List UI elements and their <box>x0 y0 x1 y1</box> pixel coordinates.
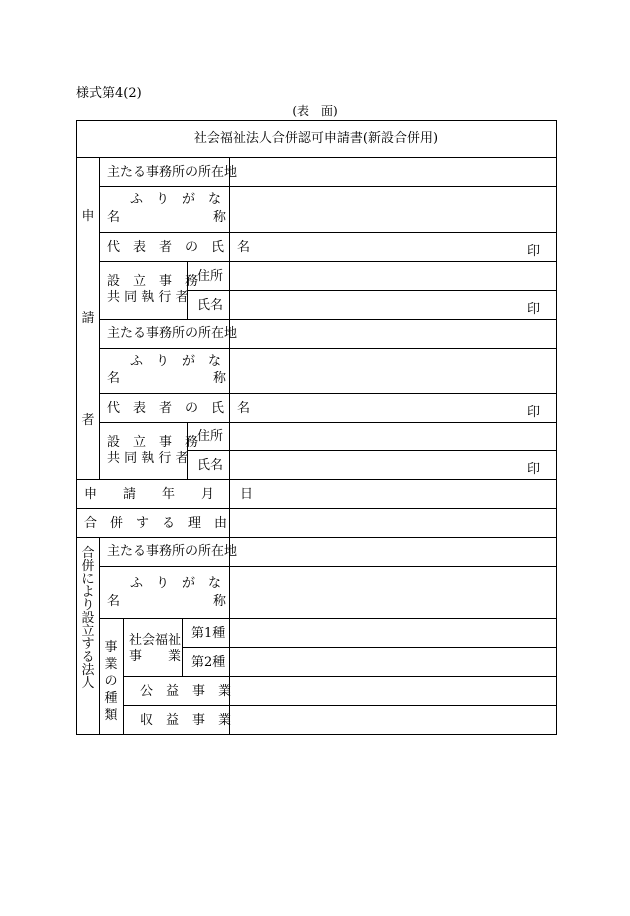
person-name-label: 氏名 <box>197 458 224 473</box>
rule-m3 <box>182 647 557 648</box>
name-label-right: 称 <box>213 210 227 225</box>
rule-a6 <box>99 348 557 349</box>
public-interest-label: 公 益 事 業 <box>140 684 232 699</box>
merge-entity-label: 合 併 に よ り 設 立 す る 法 人 <box>81 546 95 691</box>
rule-a8 <box>99 422 557 423</box>
rule-applicant-end <box>76 479 557 480</box>
furigana-label: ふ り が な <box>130 576 222 591</box>
form-number: 様式第4(2) <box>76 86 142 101</box>
col-applicant <box>99 157 100 479</box>
rule-a7 <box>99 393 557 394</box>
name-label-right: 称 <box>213 371 227 386</box>
seal-mark: 印 <box>527 462 541 477</box>
joint-executor-label-1: 設 立 事 務 <box>107 435 199 450</box>
applicant-label-3: 者 <box>81 413 95 428</box>
rule-a5 <box>99 319 557 320</box>
border-top <box>76 120 557 121</box>
joint-executor-label-2: 共 同 執 行 者 <box>107 451 189 466</box>
social-welfare-label-1: 社会福祉 <box>129 633 182 648</box>
border-left <box>76 120 77 735</box>
rule-m5 <box>123 705 557 706</box>
application-date-label: 申 請 年 月 日 <box>84 487 254 502</box>
joint-executor-label-1: 設 立 事 務 <box>107 274 199 289</box>
rule-date-end <box>76 508 557 509</box>
name-label-left: 名 <box>107 594 121 609</box>
side-label: (表 面) <box>292 104 338 118</box>
name-label-left: 名 <box>107 210 121 225</box>
main-office-label: 主たる事務所の所在地 <box>107 326 238 341</box>
rule-a1 <box>99 186 557 187</box>
profit-business-label: 収 益 事 業 <box>140 713 232 728</box>
rule-m2 <box>99 618 557 619</box>
main-office-label: 主たる事務所の所在地 <box>107 165 238 180</box>
main-office-label: 主たる事務所の所在地 <box>107 544 238 559</box>
col-welfare <box>182 618 183 676</box>
furigana-label: ふ り が な <box>130 192 222 207</box>
furigana-label: ふ り が な <box>130 354 222 369</box>
representative-label: 代 表 者 の 氏 名 <box>107 401 251 416</box>
form-title: 社会福祉法人合併認可申請書(新設合併用) <box>193 131 439 146</box>
rule-a4 <box>187 290 557 291</box>
address-label: 住所 <box>197 429 224 444</box>
address-label: 住所 <box>197 269 224 284</box>
rule-a3 <box>99 261 557 262</box>
rule-reason-end <box>76 537 557 538</box>
social-welfare-label-2: 事 業 <box>129 649 182 664</box>
name-label-left: 名 <box>107 371 121 386</box>
application-form <box>76 120 557 735</box>
seal-mark: 印 <box>527 405 541 420</box>
merge-reason-label: 合 併 す る 理 由 <box>84 516 228 531</box>
joint-executor-label-2: 共 同 執 行 者 <box>107 290 189 305</box>
name-label-right: 称 <box>213 594 227 609</box>
border-bottom <box>76 734 557 735</box>
rule-a9 <box>187 450 557 451</box>
seal-mark: 印 <box>527 244 541 259</box>
col-business <box>123 618 124 734</box>
rule-m4 <box>123 676 557 677</box>
col-merge <box>99 537 100 734</box>
business-type-label: 事 業 の 種 類 <box>104 640 118 723</box>
applicant-label-2: 請 <box>81 311 95 326</box>
applicant-label-1: 申 <box>81 209 95 224</box>
seal-mark: 印 <box>527 302 541 317</box>
rule-m1 <box>99 566 557 567</box>
border-right <box>556 120 557 735</box>
person-name-label: 氏名 <box>197 298 224 313</box>
type1-label: 第1種 <box>191 626 226 641</box>
type2-label: 第2種 <box>191 655 226 670</box>
rule-title <box>76 157 557 158</box>
rule-a2 <box>99 232 557 233</box>
representative-label: 代 表 者 の 氏 名 <box>107 240 251 255</box>
